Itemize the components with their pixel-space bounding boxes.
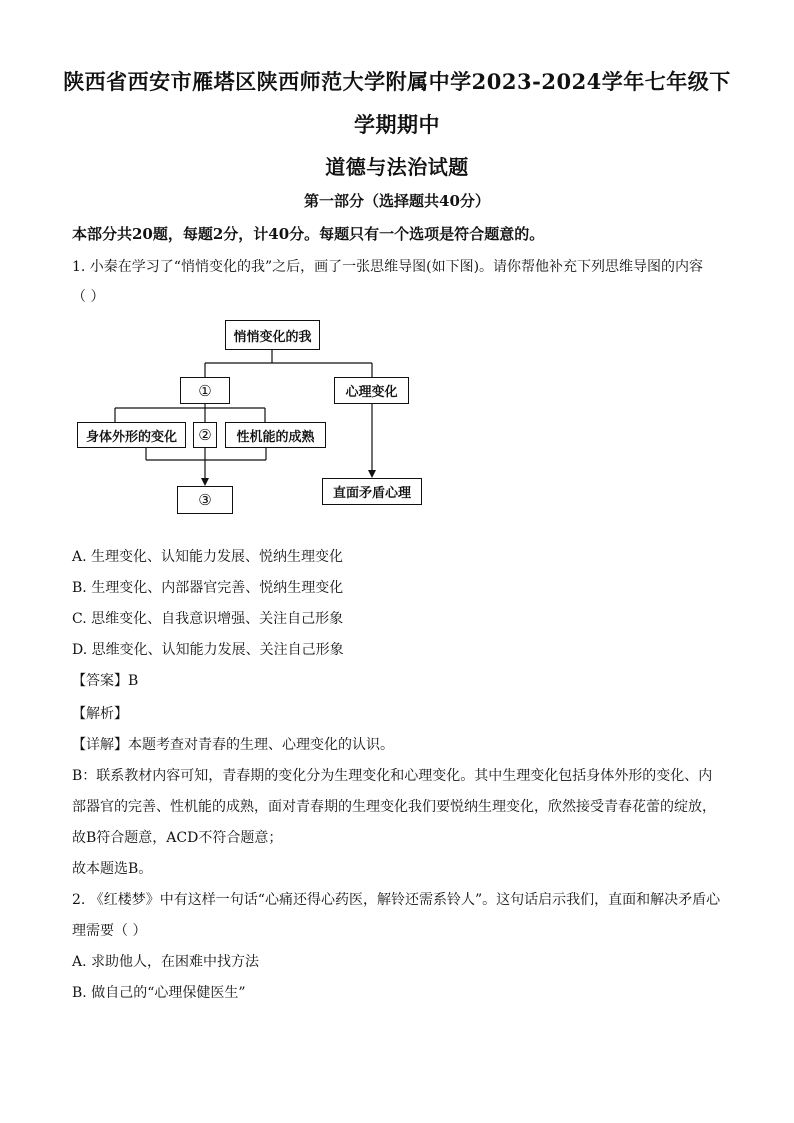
q1-option-a: A. 生理变化、认知能力发展、悦纳生理变化 — [72, 549, 344, 565]
q1-explanation-line2: 部器官的完善、性机能的成熟，面对青春期的生理变化我们要悦纳生理变化，欣然接受青春花蕾的绽放， — [72, 799, 716, 815]
node-root: 悄悄变化的我 — [225, 320, 320, 350]
q2-stem-line1: 2. 《红楼梦》中有这样一句话“心痛还得心药医，解铃还需系铃人”。这句话启示我们，直面和解决矛盾心 — [72, 892, 721, 908]
exam-subject: 道德与法治试题 — [325, 155, 469, 179]
q1-stem-line2: （ ） — [72, 289, 105, 305]
q1-answer: 【答案】B — [72, 673, 139, 689]
q1-option-b: B. 生理变化、内部器官完善、悦纳生理变化 — [72, 580, 344, 596]
node-blank-2: ② — [193, 422, 217, 448]
node-body-shape: 身体外形的变化 — [77, 422, 186, 448]
exam-title-line2: 学期期中 — [354, 112, 440, 137]
node-sexual-maturity: 性机能的成熟 — [225, 422, 326, 448]
q1-detail: 【详解】本题考查对青春的生理、心理变化的认识。 — [72, 737, 394, 753]
q1-stem-line1: 1. 小秦在学习了“悄悄变化的我”之后，画了一张思维导图(如下图)。请你帮他补充下列思维导图的内容 — [72, 259, 704, 275]
q2-option-a: A. 求助他人，在困难中找方法 — [72, 954, 260, 970]
exam-title-line1: 陕西省西安市雁塔区陕西师范大学附属中学2023-2024学年七年级下 — [63, 69, 731, 94]
section-title: 第一部分（选择题共40分） — [304, 192, 490, 210]
node-blank-1: ① — [180, 377, 230, 404]
node-psych-change: 心理变化 — [334, 377, 409, 404]
mind-map-diagram — [72, 310, 432, 525]
q1-explanation-line1: B：联系教材内容可知，青春期的变化分为生理变化和心理变化。其中生理变化包括身体外形的变化、内 — [72, 768, 713, 784]
section-instructions: 本部分共20题，每题2分，计40分。每题只有一个选项是符合题意的。 — [72, 225, 545, 243]
q2-option-b: B. 做自己的“心理保健医生” — [72, 985, 246, 1001]
q1-option-c: C. 思维变化、自我意识增强、关注自己形象 — [72, 611, 344, 627]
q2-stem-line2: 理需要（ ） — [72, 923, 147, 939]
q1-conclusion: 故本题选B。 — [72, 861, 153, 877]
q1-explanation-line3: 故B符合题意，ACD不符合题意； — [72, 830, 283, 846]
q1-analysis-label: 【解析】 — [72, 706, 128, 722]
node-face-conflict: 直面矛盾心理 — [322, 478, 422, 505]
q1-option-d: D. 思维变化、认知能力发展、关注自己形象 — [72, 642, 344, 658]
node-blank-3: ③ — [177, 486, 233, 514]
